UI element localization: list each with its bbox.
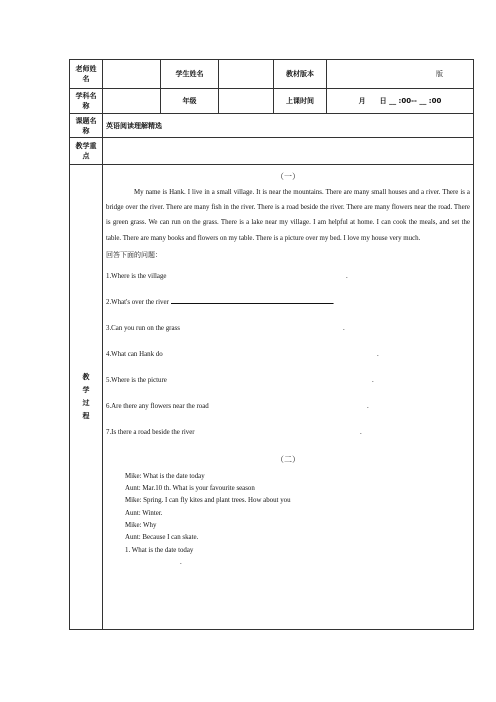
class-time-value: 月 日 __ :00-- __ :00	[327, 89, 474, 114]
answer-end: .	[180, 558, 182, 566]
question-1	[106, 264, 470, 290]
section-1-title: （一）	[276, 172, 300, 181]
row-process	[70, 165, 474, 630]
lesson-plan-table	[69, 59, 474, 630]
question-5	[106, 368, 470, 394]
question-text: 4.What can Hank do	[106, 350, 163, 358]
student-name-label: 学生姓名	[161, 60, 219, 89]
row-subject	[70, 89, 474, 114]
question-text: 7.Is there a road beside the river	[106, 428, 195, 436]
dialogue-question: 1. What is the date today	[125, 546, 194, 554]
dialogue-line: Aunt: Mar.10 th. What is your favourite season	[125, 485, 255, 493]
question-text: 3.Can you run on the grass	[106, 324, 180, 332]
question-text: 5.Where is the picture	[106, 376, 167, 384]
topic-value: 英语阅读理解精选	[103, 114, 474, 138]
dialogue-line: Aunt: Because I can skate.	[125, 534, 199, 542]
section-2-title: （二）	[276, 454, 300, 464]
teaching-process-content	[103, 165, 474, 630]
teaching-focus-value[interactable]	[103, 138, 474, 165]
question-2	[106, 290, 470, 316]
class-time-label: 上课时间	[274, 89, 327, 114]
process-char: 教	[82, 373, 90, 381]
question-text: 2.What's over the river	[106, 298, 169, 306]
reading-passage-1: My name is Hank. I live in a small village. It is near the mountains. There are many small houses and a river. There is a bridge over the river. There are many fish in the river. There is a road beside the river. There are many flowers near the road. There is green grass. We can run on the grass. There is a lake near my village. I am helpful at home. I can cook the meals, and set the table. There are many books and flowers on my table. There is a picture over my bed. I love my house very much.	[106, 189, 470, 242]
teacher-name-value[interactable]	[103, 60, 161, 89]
question-4	[106, 342, 470, 368]
question-3	[106, 316, 470, 342]
question-text: 1.Where is the village	[106, 272, 167, 280]
process-char: 学	[82, 386, 90, 394]
question-end: .	[343, 324, 345, 332]
process-char: 程	[82, 412, 90, 420]
teacher-name-label: 老师姓名	[70, 60, 103, 89]
question-end: .	[360, 428, 362, 436]
dialogue-line: Mike: Why	[125, 522, 157, 529]
subject-name-label: 学科名称	[70, 89, 103, 114]
row-topic	[70, 114, 474, 138]
question-7	[106, 420, 470, 446]
teaching-focus-label: 教学重点	[70, 138, 103, 165]
subject-name-value[interactable]	[103, 89, 161, 114]
question-end: .	[377, 350, 379, 358]
dialogue-line: Aunt: Winter.	[125, 509, 163, 517]
textbook-version-label: 教材版本	[274, 60, 327, 89]
row-focus	[70, 138, 474, 165]
dialogue	[125, 471, 473, 557]
process-char: 过	[82, 399, 90, 407]
grade-label: 年级	[161, 89, 219, 114]
dialogue-line: Mike: What is the date today	[125, 472, 205, 480]
question-list	[103, 264, 473, 446]
row-teacher	[70, 60, 474, 89]
grade-value[interactable]	[219, 89, 274, 114]
question-end: .	[372, 376, 374, 384]
dialogue-line: Mike: Spring. I can fly kites and plant trees. How about you	[125, 497, 291, 505]
textbook-version-value: 版	[327, 60, 474, 89]
question-end: .	[346, 272, 348, 280]
answer-line[interactable]	[171, 297, 333, 304]
question-text: 6.Are there any flowers near the road	[106, 402, 209, 410]
student-name-value[interactable]	[219, 60, 274, 89]
question-end: .	[332, 298, 335, 306]
teaching-process-label	[70, 165, 103, 630]
topic-label: 课题名称	[70, 114, 103, 138]
question-6	[106, 394, 470, 420]
question-end: .	[367, 402, 369, 410]
instruction-text: 回答下面的问题：	[106, 250, 162, 259]
